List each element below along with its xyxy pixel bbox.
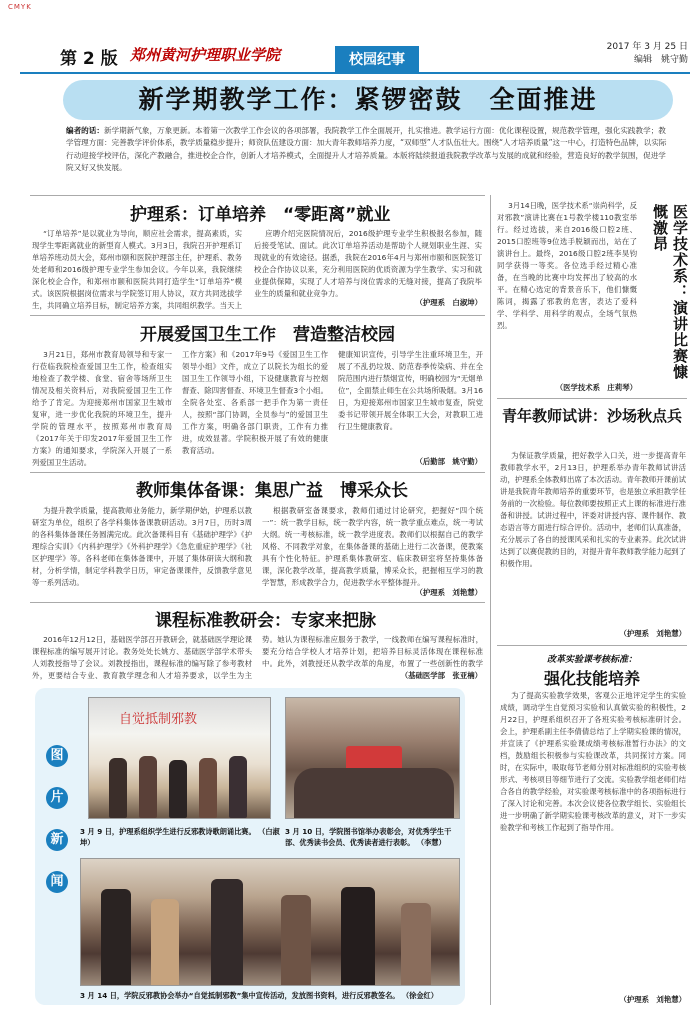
masthead [20,38,690,74]
article-lab-reform-headline: 强化技能培养 [543,669,640,688]
photo-caption: 3 月 14 日，学院反邪教协会举办“自觉抵制邪教”集中宣传活动，发放图书资料，进行反邪教签名。 （徐金红） [80,991,438,1000]
photo-news-tag [46,745,72,913]
article-speech-text: 3月14日晚，医学技术系“崇尚科学，反对邪教”演讲比赛在1号教学楼110教室举行。经过选拔，来自2016级口腔2班、2015口腔班等9位选手脱颖而出，站在了演讲台上。最终，2016级口腔2班李昊钧同学获得一等奖。各位选手经过精心准备，在当晚的比赛中均发挥出了较高的水平。在精心选定的背景音乐下，他们慷慨陈词，揭露了邪教的危害，表达了爱科学、学科学、用科学的观点，全场气氛热烈。 [497,201,637,330]
main-headline: 新学期教学工作：紧锣密鼓 全面推进 [63,80,673,120]
article-speech-headline: 医学技术系：演讲比赛慷慨激昂 [651,204,689,380]
issue-date-block [607,41,688,67]
byline: （基础医学部 张亚楠） [400,671,482,680]
column-divider [490,195,491,1005]
editor-note [66,125,671,174]
article-lab-reform-text: 为了提高实验教学效果，客观公正地评定学生的实验成绩，调动学生自觉预习实验和认真做实验的积极性，2月22日，护理系组织召开了各班实验考核标准研讨会。会上，护理系副主任李倩倩总结了上学期实验课的情况，并宣读了《护理系实验课成绩考核标准暂行办法》的文档，鼓励组长积极参与实验课改革，共同探讨方案。同时，在实际中，吸取每节老师分别对标准组织的实验考核形式、考核项目等细节进行了交流。实验教学组老师们结合各自的教学经验，对实验课考核标准中的各项指标进行了深入讨论和完善。本次会议使各位教学组长、实验组长进一步明确了新学期实验课考核改革的意义，对下一步实验教学和考核工作起到了指导作用。 [500,691,686,832]
article-trial-lecture-headline: 青年教师试讲：沙场秋点兵 [501,407,682,425]
byline: （护理系 刘艳慧） [415,588,482,597]
editor-note-label: 编者的话： [66,126,104,135]
section-label: 校园纪事 [335,46,419,72]
tag-char: 新 [46,829,68,851]
tag-char: 片 [46,787,68,809]
photo-caption: 3 月 10 日，学院图书馆举办表彰会，对优秀学生干部、优秀读书会员、优秀读者进行表彰。 （李慧） [285,827,452,847]
article-nursing-order-headline: 护理系：订单培养 “零距离”就业 [130,205,391,225]
article-hygiene-col1: 3月21日，郑州市教育局领导和专家一行莅临我院检查爱国卫生工作，检查组实地检查了教学楼、食堂、宿舍等场所卫生情况及相关资料后，对我院爱国卫生工作给予了肯定。为迎接郑州市国家卫生城市复审，进一步优化我院的环境卫生，提升学院的管理水平，按照郑州市教育局《2017年关于印发2017年爱国卫生工作方案》的通知要求，学院深入开展了一系列爱国卫生活动。 [32,350,172,467]
byline: （医学技术系 庄莉琴） [555,383,637,392]
tag-char: 图 [46,745,68,767]
paper-name: 郑州黄河护理职业学院 [130,46,281,64]
byline: （后勤部 姚守勤） [415,457,482,466]
divider [497,398,687,399]
article-hygiene-col2: 工作方案》和《2017年9号《爱国卫生工作领导小组》文件，成立了以院长为组长的爱国卫生工作领导小组，下设健康教育与控烟督查、除四害督查、环境卫生督查3个小组。全院各处室、各系部一把手作为第一责任人，按照“部门协调，全员参与”的爱国卫生工作方案，明确各部门职责，工作有力推进，成效显著。学院积极开展了有效的健康教育活动。 [182,350,328,455]
article-group-prep-col2: 根据教研室备课要求，教师们通过讨论研究，把握好“四个统一”：统一教学目标，统一教学内容，统一教学重点难点，统一考试大纲。统一考核标准，统一教学进度表。教师们以根据自己的教学风格、不同教学对象，在集体备课的基础上进行二次备课，使教案具有个性化特征。护理系集体教研室、临床教研室将坚持集体备课，深化教学改革，提高教学质量，博采众长，把握相互学习的教学智慧，形成教学合力，促进教学水平整体提升。 [262,506,483,587]
article-trial-lecture-text: 为保证教学质量，把好教学入口关，进一步提高青年教师教学水平，2月13日，护理系举办青年教师试讲活动，护理系全体教师出席了本次活动。青年教师开课前试讲是我院青年教师培养的重要环节，也是独立承担教学任务前的一次检验。每位教师要按照正式上课的标准进行准备和讲授。试讲过程中，评委对讲授内容、课件制作、教态语言等方面进行综合评价。活动中，老师们认真准备，充分展示了各自的授课风采和扎实的专业素养。此次试讲达到了以赛促教的目的，对提升青年教师教学能力起到了积极作用。 [500,451,686,568]
article-nursing-order-col1: “订单培养”是以就业为导向，顺应社会需求，提高素质，实现学生零距离就业的新型育人模式。3月3日，我院召开护理系订单培养班动员大会，郑州市颐和医院护理部主任，护理系、教务处老师和2016级护理专业学生参加会议。今年以来，我院继续深化校企合作，和郑州市颐和医院共同打造学生“订单培养”模式。该医院根据岗位需求与学院签订用人协议，双方共同选拔学生，共同确立培养目标，制定培养方案，共同组织教学。当天上 [32,229,242,310]
photo-caption: 3 月 9 日，护理系组织学生进行反邪教诗歌朗诵比赛。 （白淑坤） [80,827,280,847]
divider [30,472,485,473]
page-number: 第 2 版 [60,49,118,69]
photo-anti-cult-campaign [80,858,460,986]
article-text: 应聘介绍完医院情况后，2016级护理专业学生积极报名参加，随后接受笔试、面试。此次订单培养活动是帮助个人规划职业生涯、实现就业的有效途径。据悉，我院在2016年4月与郑州市颐和医院签订校企合作协议以来，充分利用医院的优质资源为学生教学、实习和就业提供保障，实现了人才培养与岗位需求的无缝对接，提高了我院毕业生的质量和就业竞争力。 [254,229,482,298]
photo-sign: 自觉抵制邪教 [119,712,198,727]
photo-poetry-recital [88,697,271,819]
divider [30,602,485,603]
article-hygiene-col3: 健康知识宣传，引导学生注重环境卫生，开展了不乱扔垃圾、防范春季传染病、并在全院范围内进行禁烟宣传，明确校园为“无烟单位”，全面禁止师生在公共场所吸烟。3月16日，为迎接郑州市国家卫生城市复查，院党委书记带领开展全体职工大会，对教职工进行卫生健康教育。 [338,350,483,431]
byline: （护理系 刘艳慧） [619,629,686,638]
article-hygiene-headline: 开展爱国卫生工作 营造整洁校园 [140,325,395,345]
cmyk-marks: CMYK [8,3,32,11]
page-editor: 编辑 姚守勤 [633,55,688,65]
article-group-prep-headline: 教师集体备课：集思广益 博采众长 [136,481,408,501]
divider [497,645,687,646]
divider [30,315,485,316]
photo-library-awards [285,697,460,819]
divider [30,195,485,196]
article-curriculum-col2: 势。她认为课程标准应服务于教学，一线教师在编写课程标准时，要充分结合学校人才培养计划，把培养目标灵活体现在课程标准中。此外，刘教授还从教学改革的角度，布置了一些创新性的教学 [262,635,483,668]
byline: （护理系 刘艳慧） [619,995,686,1004]
tag-char: 闻 [46,871,68,893]
article-lab-reform-kicker: 改革实验课考核标准： [546,655,637,665]
editor-note-text: 新学期新气象，万象更新。本着第一次教学工作会议的各项部署，我院教学工作全面展开，扎实推进。教学运行方面：优化课程设置，规范教学管理，强化实践教学；教学管理方面：完善教学评价体系，教学质量稳步提升；师资队伍建设方面：加大青年教师培养力度，“双师型”人才队伍壮大。围绕“人才培养质量”这一中心，打造特色品牌，以实际行动迎接学校评估，深化产教融合，推进校企合作，创新人才培养模式，全面提升人才培养质量。本版将陆续报道我院教学改革与发展的成就和经验，营造良好的教学氛围，促进学院又好又快发展。 [66,126,667,172]
issue-date: 2017 年 3 月 25 日 [606,42,688,52]
article-curriculum-col1: 2016年12月12日，基础医学部召开教研会，就基础医学理论课课程标准的编写展开讨论。教务处处长姚方、基础医学部学术带头人刘教授指导了会议。刘教授指出，课程标准的编写除了参考教材外，更要结合专业、教育教学理念和人才培养要求，以学生为主 [32,635,252,680]
article-curriculum-headline: 课程标准教研会：专家来把脉 [155,611,376,631]
article-group-prep-col1: 为提升教学质量，提高教师业务能力，新学期伊始，护理系以教研室为单位，组织了各学科集体备课教研活动。3月7日，历时3周的各科集体备课任务圆满完成。此次备课科目有《基础护理学》《护理综合实训》《内科护理学》《外科护理学》《急危重症护理学》《社区护理学》等。各科老师在集体备课中，开展了集体研读大纲和教材，分析学情，制定学科教学日历，审定备课课件，反馈教学意见等一系列活动。 [32,506,252,587]
byline: （护理系 白淑坤） [370,297,482,309]
